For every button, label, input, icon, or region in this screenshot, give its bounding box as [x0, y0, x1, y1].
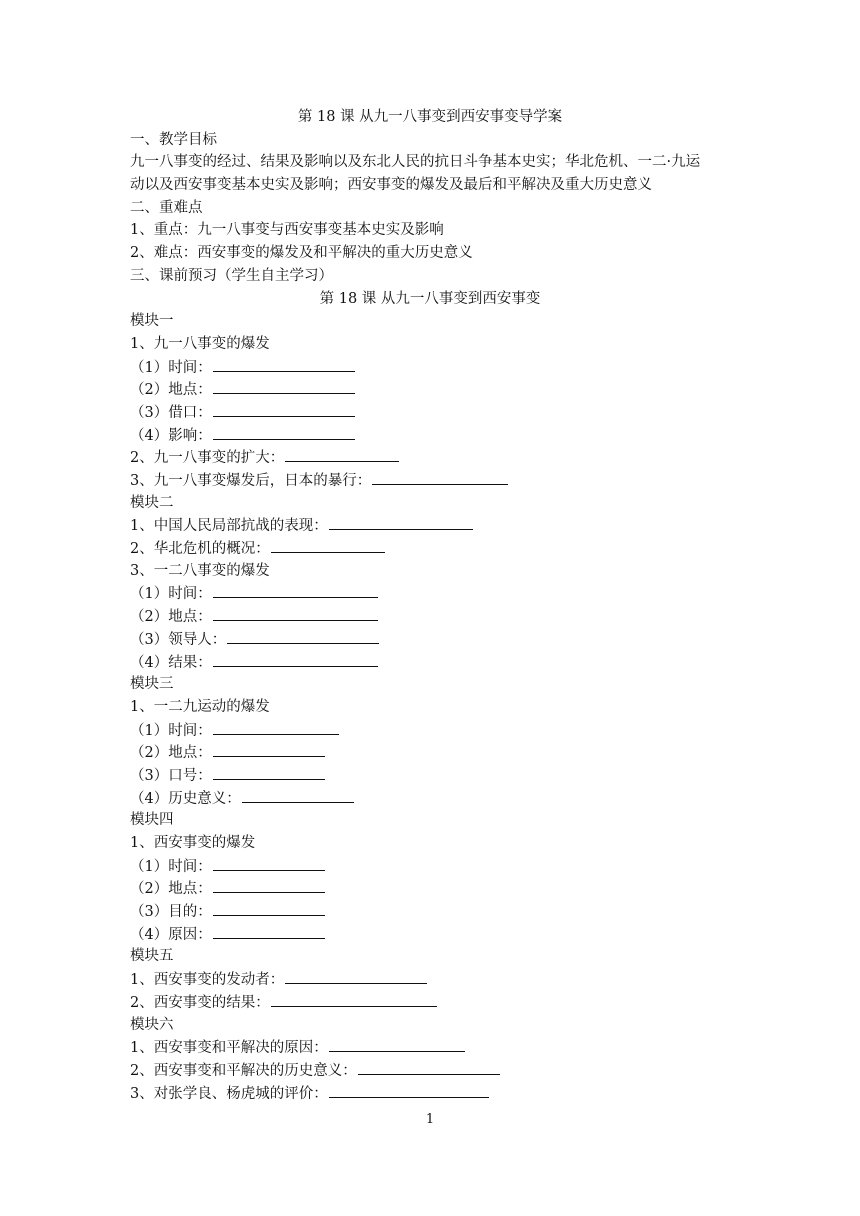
question-label: 1、中国人民局部抗战的表现：: [130, 518, 328, 535]
answer-blank[interactable]: [329, 1036, 465, 1052]
question-item: [130, 877, 730, 900]
section-heading-preview: 三、课前预习（学生自主学习）: [130, 267, 333, 284]
question-item: [130, 832, 730, 855]
question-item: [130, 651, 730, 674]
answer-blank[interactable]: [227, 628, 379, 644]
question-label: 2、九一八事变的扩大：: [130, 450, 285, 467]
question-label: 1、西安事变和平解决的原因：: [130, 1040, 328, 1057]
question-item: [130, 537, 730, 560]
answer-blank[interactable]: [242, 787, 354, 803]
question-item: [130, 923, 730, 946]
answer-blank[interactable]: [213, 855, 325, 871]
question-item: [130, 582, 730, 605]
question-item: [130, 333, 730, 356]
question-item: [130, 628, 730, 651]
question-label: 1、九一八事变的爆发: [130, 335, 270, 352]
question-label: （2）地点：: [130, 745, 212, 762]
question-item: [130, 1082, 730, 1105]
question-label: （1）时间：: [130, 359, 212, 376]
question-label: 1、一二九运动的爆发: [130, 698, 270, 715]
answer-blank[interactable]: [372, 469, 508, 485]
question-label: （4）历史意义：: [130, 790, 241, 807]
question-item: [130, 1059, 730, 1082]
answer-blank[interactable]: [213, 900, 325, 916]
answer-blank[interactable]: [213, 424, 355, 440]
question-item: [130, 696, 730, 719]
answer-blank[interactable]: [213, 401, 355, 417]
question-item: [130, 991, 730, 1014]
question-item: [130, 968, 730, 991]
module-heading: 模块一: [130, 313, 174, 330]
question-label: （1）时间：: [130, 858, 212, 875]
answer-blank[interactable]: [271, 537, 385, 553]
goal-text-line-2: 动以及西安事变基本史实及影响；西安事变的爆发及最后和平解决及重大历史意义: [130, 177, 652, 194]
key-point: 1、重点：九一八事变与西安事变基本史实及影响: [130, 222, 444, 239]
answer-blank[interactable]: [285, 968, 427, 984]
question-label: 3、对张学良、杨虎城的评价：: [130, 1085, 328, 1102]
question-item: [130, 469, 730, 492]
question-label: （3）借口：: [130, 404, 212, 421]
answer-blank[interactable]: [285, 446, 399, 462]
question-item: [130, 787, 730, 810]
question-label: 2、西安事变的结果：: [130, 994, 270, 1011]
question-item: [130, 401, 730, 424]
question-item: [130, 741, 730, 764]
question-label: （3）目的：: [130, 904, 212, 921]
question-label: 1、西安事变的爆发: [130, 835, 256, 851]
question-item: [130, 719, 730, 742]
question-label: 2、西安事变和平解决的历史意义：: [130, 1062, 357, 1079]
question-item: [130, 514, 730, 537]
answer-blank[interactable]: [329, 1082, 489, 1098]
question-item: [130, 378, 730, 401]
page-number: 1: [425, 1112, 435, 1127]
section-heading-goals: 一、教学目标: [130, 131, 217, 148]
question-label: 3、九一八事变爆发后，日本的暴行：: [130, 473, 372, 489]
module-heading: 模块五: [130, 948, 174, 965]
difficult-point: 2、难点：西安事变的爆发及和平解决的重大历史意义: [130, 245, 473, 262]
modules-container: [130, 310, 730, 1104]
question-label: （2）地点：: [130, 382, 212, 399]
preview-subtitle: 第 18 课 从九一八事变到西安事变: [319, 290, 541, 307]
document-title: 第 18 课 从九一八事变到西安事变导学案: [297, 109, 563, 125]
answer-blank[interactable]: [213, 764, 325, 780]
question-label: （4）原因：: [130, 926, 212, 943]
answer-blank[interactable]: [213, 378, 355, 394]
question-item: [130, 1036, 730, 1059]
question-item: [130, 424, 730, 447]
question-label: （4）影响：: [130, 427, 212, 444]
answer-blank[interactable]: [358, 1059, 500, 1075]
answer-blank[interactable]: [213, 605, 378, 621]
document-body: [130, 106, 730, 1104]
question-label: （4）结果：: [130, 654, 212, 671]
question-label: （1）时间：: [130, 586, 212, 603]
question-label: （2）地点：: [130, 609, 212, 626]
module-heading: 模块四: [130, 812, 174, 829]
question-label: 2、华北危机的概况：: [130, 541, 270, 558]
module-heading: 模块二: [130, 494, 174, 511]
question-label: （3）口号：: [130, 767, 212, 784]
answer-blank[interactable]: [329, 514, 473, 530]
answer-blank[interactable]: [213, 719, 339, 735]
answer-blank[interactable]: [213, 651, 378, 667]
module-heading: 模块六: [130, 1016, 174, 1033]
question-item: [130, 764, 730, 787]
question-item: [130, 855, 730, 878]
question-label: （3）领导人：: [130, 631, 227, 648]
module-heading: 模块三: [130, 676, 174, 693]
question-label: 3、一二八事变的爆发: [130, 562, 270, 579]
question-label: （1）时间：: [130, 722, 212, 739]
question-label: 1、西安事变的发动者：: [130, 972, 285, 989]
answer-blank[interactable]: [213, 582, 378, 598]
question-item: [130, 560, 730, 583]
answer-blank[interactable]: [213, 741, 325, 757]
answer-blank[interactable]: [213, 923, 325, 939]
answer-blank[interactable]: [271, 991, 437, 1007]
question-item: [130, 900, 730, 923]
section-heading-key-points: 二、重难点: [130, 199, 203, 216]
answer-blank[interactable]: [213, 356, 355, 372]
answer-blank[interactable]: [213, 877, 325, 893]
question-item: [130, 356, 730, 379]
question-item: [130, 605, 730, 628]
question-item: [130, 446, 730, 469]
question-label: （2）地点：: [130, 881, 212, 898]
goal-text-line-1: 九一八事变的经过、结果及影响以及东北人民的抗日斗争基本史实；华北危机、一二·九运: [130, 154, 701, 171]
